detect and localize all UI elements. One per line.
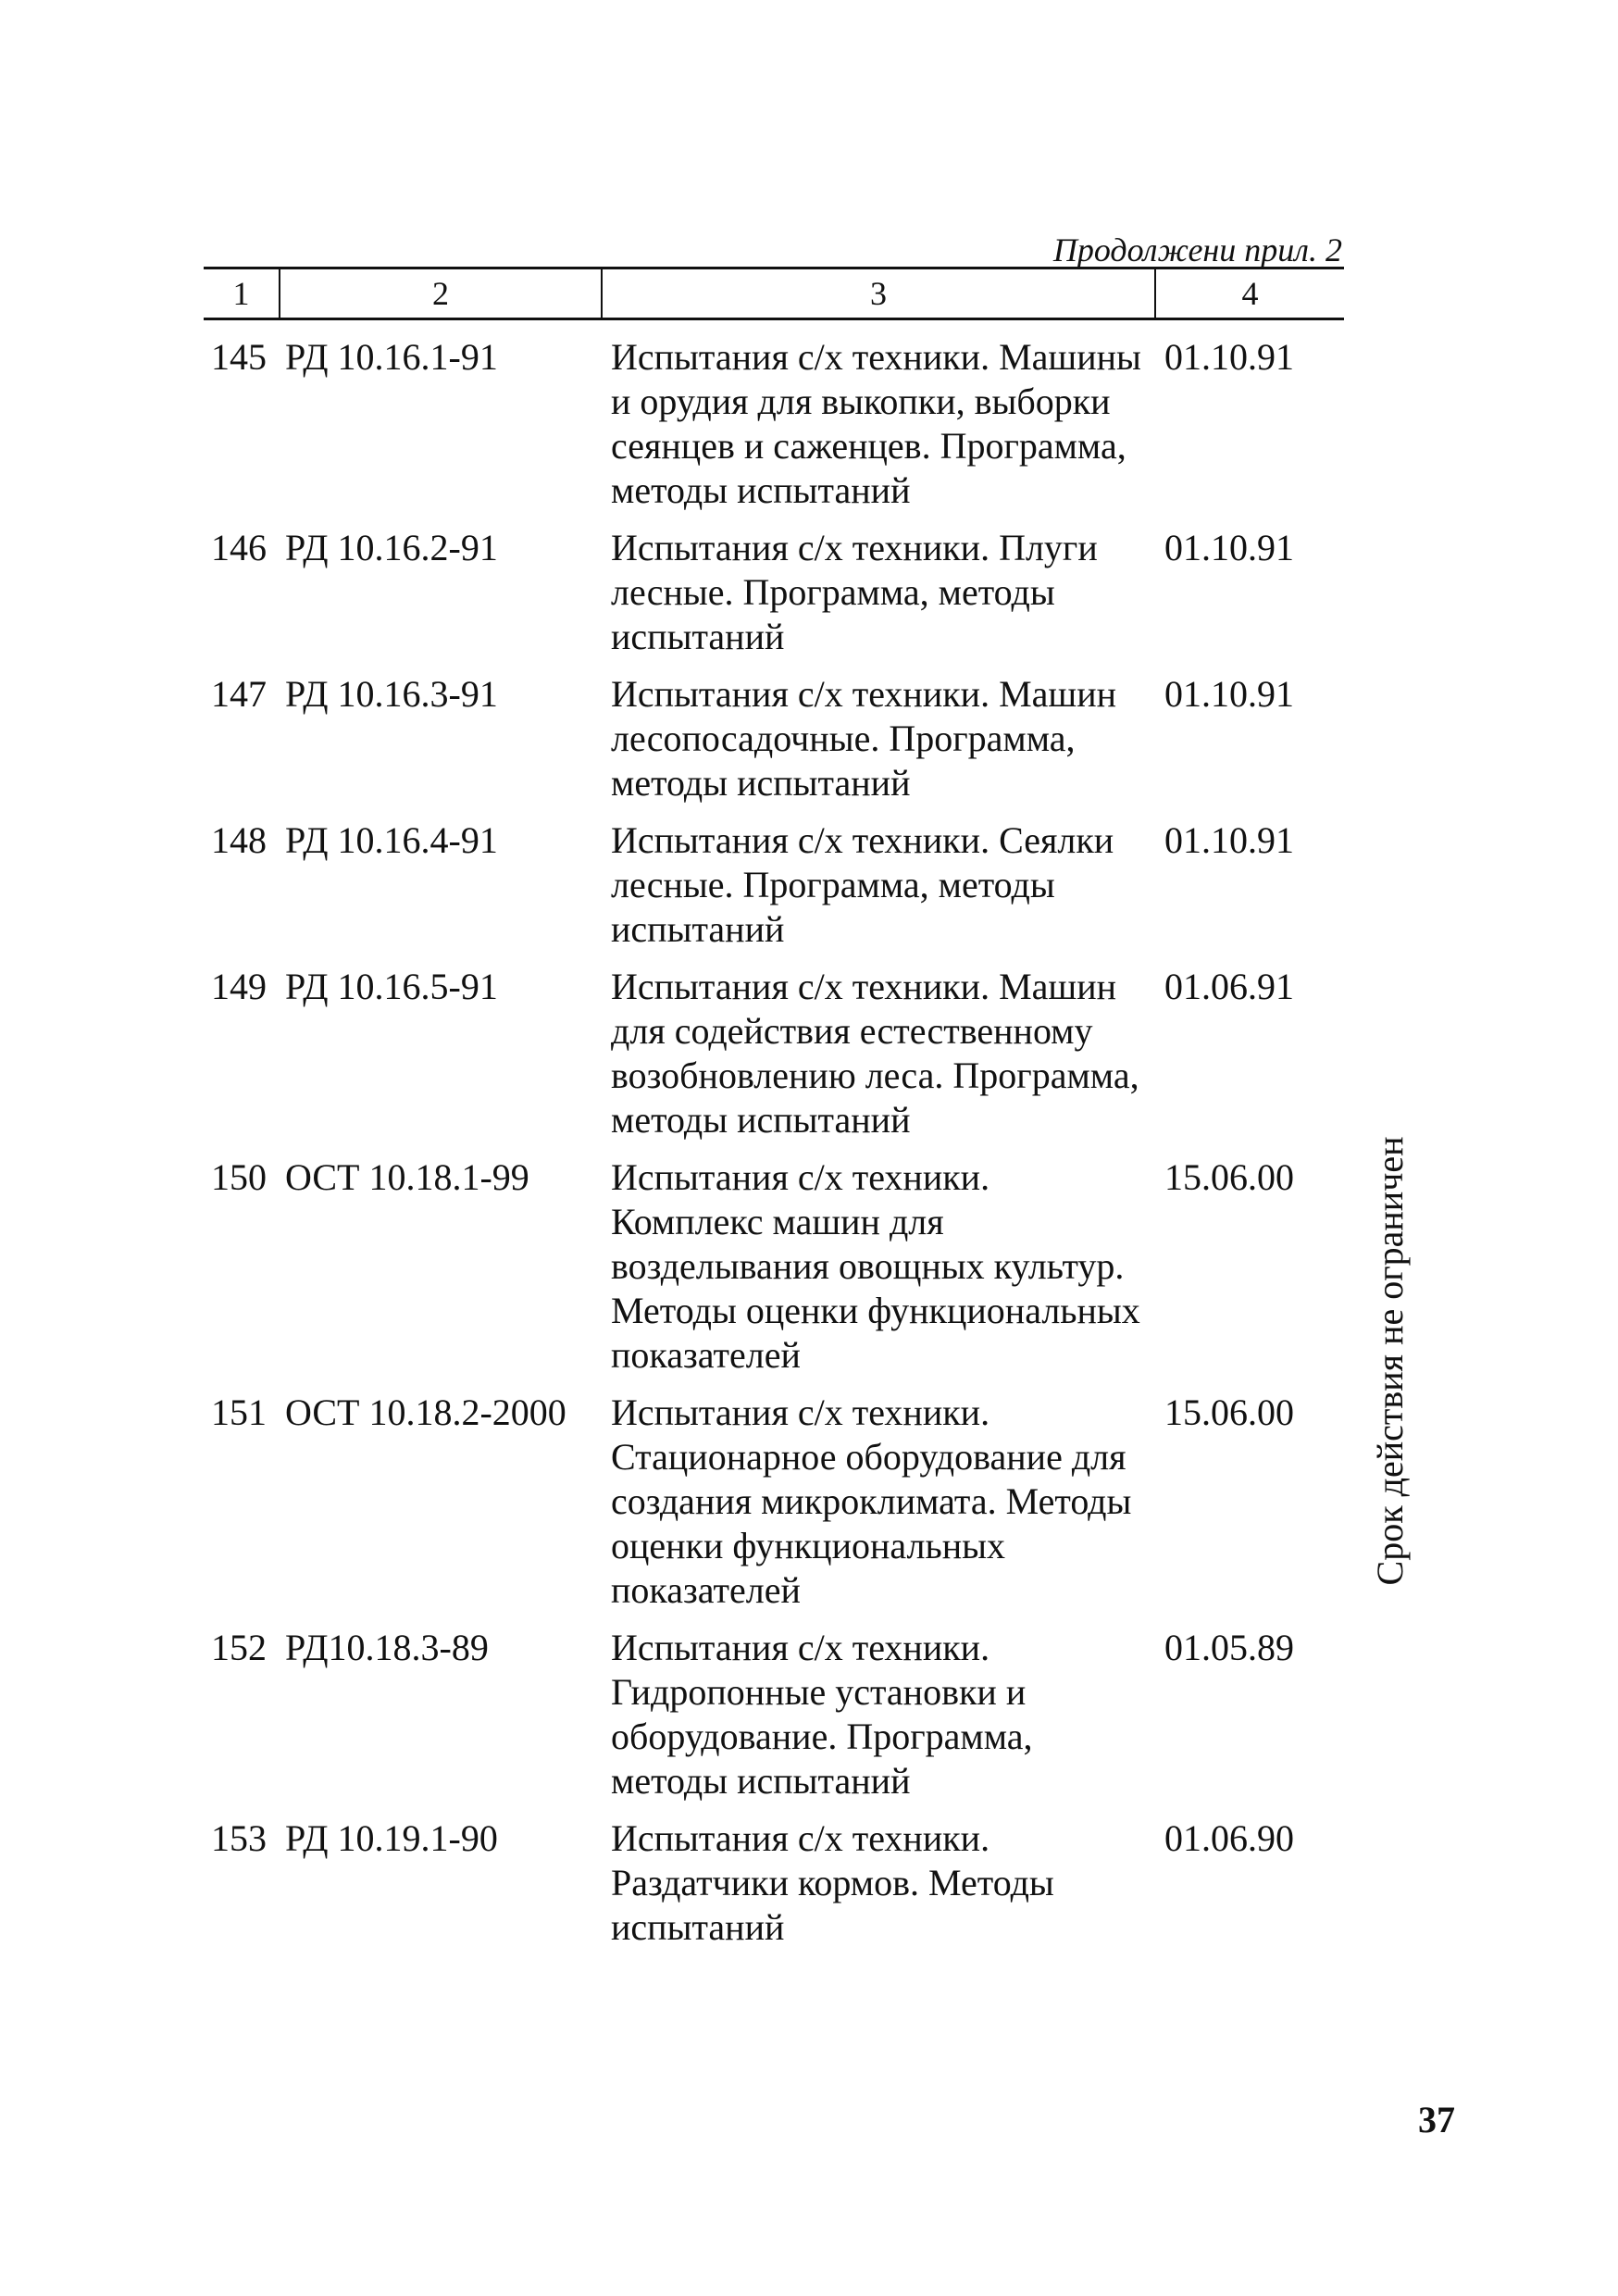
effective-date: 01.05.89 [1164,1627,1294,1668]
document-title: Испытания с/х техники. Машины и орудия для выкопки, выборки сеянцев и саженцев. Программа, методы испытаний [611,336,1141,511]
document-title: Испытания с/х техники. Комплекс машин для возделывания овощных культур. Методы оценки функциональных показателей [611,1156,1140,1376]
document-code: РД 10.19.1-90 [285,1817,498,1859]
table-row [204,954,1344,1144]
document-title: Испытания с/х техники. Раздатчики кормов. Методы испытаний [611,1817,1054,1948]
column-header-1: 1 [204,268,280,319]
document-title: Испытания с/х техники. Гидропонные установки и оборудование. Программа, методы испытаний [611,1627,1033,1802]
effective-date: 01.06.90 [1164,1817,1294,1859]
table-row [204,661,1344,807]
row-number: 152 [211,1627,267,1668]
document-code: РД 10.16.5-91 [285,966,498,1007]
page-number: 37 [1418,2099,1455,2140]
document-title: Испытания с/х техники. Сеялки лесные. Программа, методы испытаний [611,819,1114,950]
table-row [204,1144,1344,1379]
document-code: РД 10.16.4-91 [285,819,498,861]
effective-date: 01.10.91 [1164,819,1294,861]
effective-date: 01.10.91 [1164,527,1294,568]
standards-table [204,267,1344,1952]
table-row [204,1805,1344,1952]
table-row [204,515,1344,661]
validity-side-note-text: Срок действия не ограничен [1369,1136,1411,1586]
table-header [204,268,1344,319]
row-number: 145 [211,336,267,378]
table-row [204,1615,1344,1805]
table-caption: Продолжени прил. 2 [1052,231,1342,268]
standards-table-container [204,267,1344,1952]
effective-date: 01.10.91 [1164,336,1294,378]
row-number: 149 [211,966,267,1007]
document-code: ОСТ 10.18.1-99 [285,1156,529,1198]
effective-date: 01.10.91 [1164,673,1294,715]
row-number: 150 [211,1156,267,1198]
document-code: РД10.18.3-89 [285,1627,489,1668]
table-row [204,807,1344,954]
effective-date: 15.06.00 [1164,1156,1294,1198]
document-code: РД 10.16.3-91 [285,673,498,715]
table-row [204,1379,1344,1615]
column-header-2: 2 [280,268,602,319]
header-row [204,268,1344,319]
document-title: Испытания с/х техники. Машин лесопосадочные. Программа, методы испытаний [611,673,1117,804]
row-number: 146 [211,527,267,568]
table-row [204,319,1344,516]
document-code: РД 10.16.1-91 [285,336,498,378]
table-body [204,319,1344,1953]
row-number: 153 [211,1817,267,1859]
effective-date: 01.06.91 [1164,966,1294,1007]
document-title: Испытания с/х техники. Плуги лесные. Программа, методы испытаний [611,527,1098,657]
column-header-4: 4 [1155,268,1344,319]
row-number: 151 [211,1391,267,1433]
document-code: РД 10.16.2-91 [285,527,498,568]
row-number: 148 [211,819,267,861]
document-title: Испытания с/х техники. Стационарное оборудование для создания микроклимата. Методы оценки функциональных показателей [611,1391,1132,1611]
row-number: 147 [211,673,267,715]
column-header-3: 3 [602,268,1155,319]
document-title: Испытания с/х техники. Машин для содействия естественному возобновлению леса. Программа, методы испытаний [611,966,1139,1141]
document-code: ОСТ 10.18.2-2000 [285,1391,566,1433]
effective-date: 15.06.00 [1164,1391,1294,1433]
